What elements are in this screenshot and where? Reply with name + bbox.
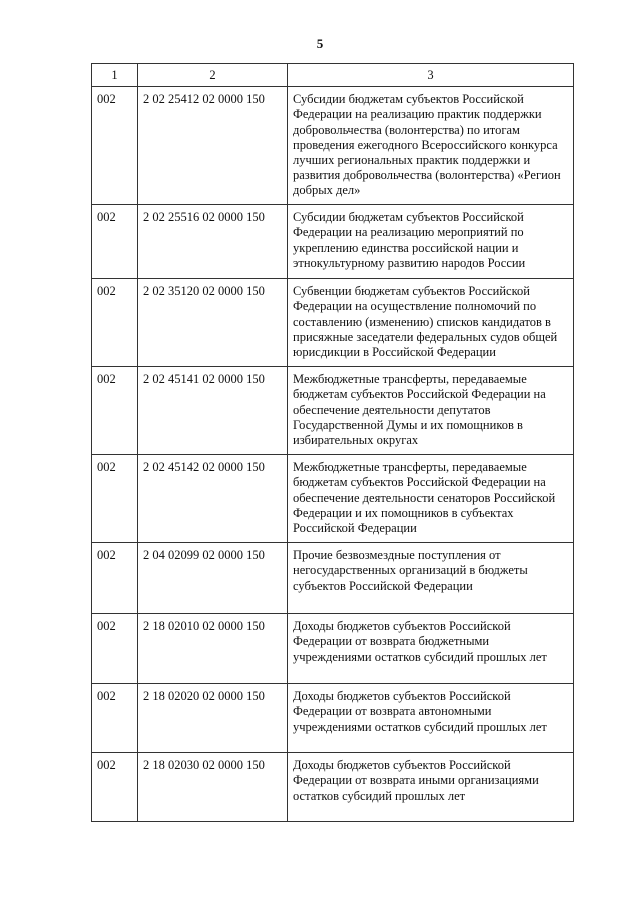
- revenue-name-cell: Прочие безвозмездные поступления от негосударственных организаций в бюджеты субъектов Российской Федерации: [288, 543, 574, 614]
- header-col-3: 3: [288, 64, 574, 87]
- revenue-name-cell: Доходы бюджетов субъектов Российской Федерации от возврата иными организациями остатков субсидий прошлых лет: [288, 753, 574, 822]
- admin-code-cell: 002: [92, 614, 138, 684]
- admin-code-cell: 002: [92, 455, 138, 543]
- revenue-name-cell: Доходы бюджетов субъектов Российской Федерации от возврата бюджетными учреждениями остатков субсидий прошлых лет: [288, 614, 574, 684]
- table-header-row: [92, 64, 574, 87]
- revenue-name-cell: Субсидии бюджетам субъектов Российской Федерации на реализацию практик поддержки добровольчества (волонтерства) по итогам проведения ежегодного Всероссийского конкурса лучших региональных практик поддержки и развития добровольчества (волонтерства) «Регион добрых дел»: [288, 87, 574, 205]
- table-row: [92, 455, 574, 543]
- budget-codes-table: [91, 63, 574, 822]
- table-row: [92, 753, 574, 822]
- admin-code-cell: 002: [92, 684, 138, 753]
- table-row: [92, 279, 574, 367]
- revenue-code-cell: 2 02 45141 02 0000 150: [138, 367, 288, 455]
- revenue-code-cell: 2 02 25412 02 0000 150: [138, 87, 288, 205]
- revenue-code-cell: 2 02 45142 02 0000 150: [138, 455, 288, 543]
- revenue-name-cell: Межбюджетные трансферты, передаваемые бюджетам субъектов Российской Федерации на обеспечение деятельности сенаторов Российской Федерации и их помощников в субъектах Российской Федерации: [288, 455, 574, 543]
- table-row: [92, 543, 574, 614]
- revenue-name-cell: Субсидии бюджетам субъектов Российской Федерации на реализацию мероприятий по укреплению единства российской нации и этнокультурному развитию народов России: [288, 205, 574, 279]
- admin-code-cell: 002: [92, 753, 138, 822]
- revenue-code-cell: 2 18 02030 02 0000 150: [138, 753, 288, 822]
- table-row: [92, 614, 574, 684]
- table-row: [92, 87, 574, 205]
- table-row: [92, 367, 574, 455]
- admin-code-cell: 002: [92, 367, 138, 455]
- admin-code-cell: 002: [92, 279, 138, 367]
- admin-code-cell: 002: [92, 543, 138, 614]
- header-col-1: 1: [92, 64, 138, 87]
- page-number: 5: [316, 36, 324, 51]
- table-row: [92, 684, 574, 753]
- revenue-name-cell: Межбюджетные трансферты, передаваемые бюджетам субъектов Российской Федерации на обеспечение деятельности депутатов Государственной Думы и их помощников в избирательных округах: [288, 367, 574, 455]
- revenue-name-cell: Субвенции бюджетам субъектов Российской Федерации на осуществление полномочий по составлению (изменению) списков кандидатов в присяжные заседатели федеральных судов общей юрисдикции в Российской Федерации: [288, 279, 574, 367]
- header-col-2: 2: [138, 64, 288, 87]
- revenue-code-cell: 2 02 35120 02 0000 150: [138, 279, 288, 367]
- revenue-code-cell: 2 02 25516 02 0000 150: [138, 205, 288, 279]
- revenue-code-cell: 2 18 02020 02 0000 150: [138, 684, 288, 753]
- revenue-code-cell: 2 18 02010 02 0000 150: [138, 614, 288, 684]
- revenue-name-cell: Доходы бюджетов субъектов Российской Федерации от возврата автономными учреждениями остатков субсидий прошлых лет: [288, 684, 574, 753]
- admin-code-cell: 002: [92, 87, 138, 205]
- table-row: [92, 205, 574, 279]
- revenue-code-cell: 2 04 02099 02 0000 150: [138, 543, 288, 614]
- admin-code-cell: 002: [92, 205, 138, 279]
